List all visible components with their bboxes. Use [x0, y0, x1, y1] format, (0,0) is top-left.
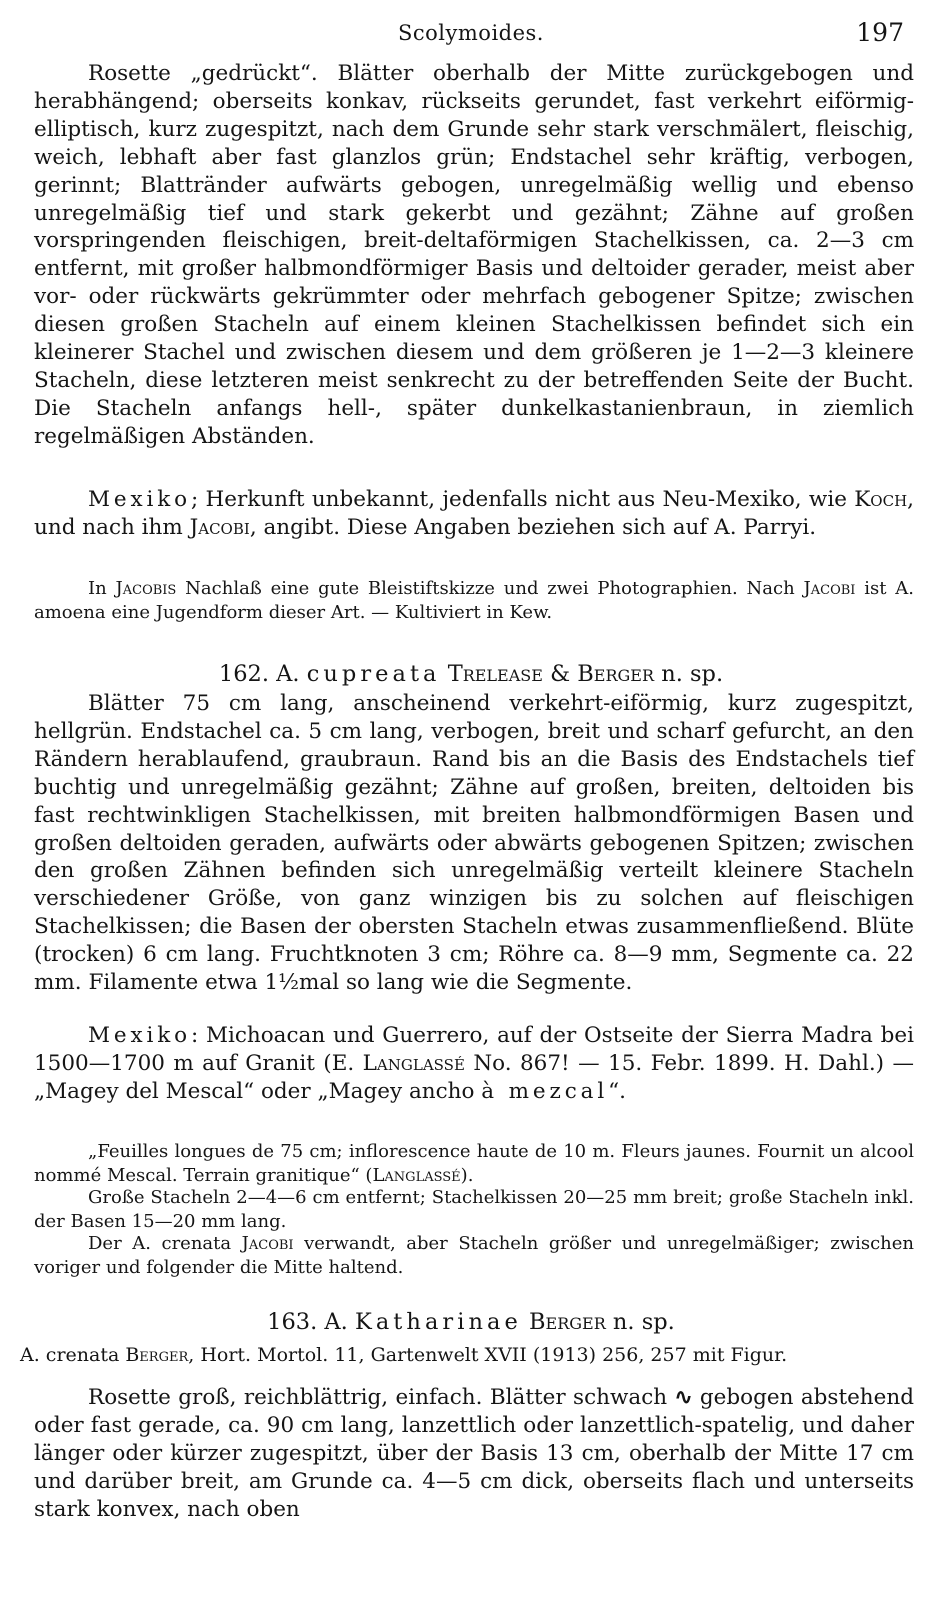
species-number: 163. A. — [267, 1309, 348, 1335]
note-paragraph — [34, 577, 914, 624]
author-jacobi: Jacobi — [189, 514, 250, 540]
note-text: Der A. crenata — [88, 1233, 242, 1254]
description-text: gebogen abstehend oder fast gerade, ca. 90 cm lang, lanzettlich oder lanzettlich-spatelig, und daher länger oder kürzer zugespitzt, über der Basis 13 cm, oberhalb der Mitte 17 cm und darüber breit, am Grunde ca. 4—5 cm dick, oberseits flach und unterseits stark konvex, nach oben — [34, 1385, 914, 1522]
species-epithet: Katharinae — [354, 1309, 522, 1335]
note-text: „Feuilles longues de 75 cm; inflorescence haute de 10 m. Fleurs jaunes. Fournit un alcool nommé Mescal. Terrain granitique“ ( — [34, 1141, 914, 1186]
author-koch: Koch — [854, 487, 908, 512]
locality-paragraph — [34, 1022, 914, 1106]
locality-text: No. 867! — 15. Febr. 1899. H. Dahl.) — „Magey del Mescal“ oder „Magey ancho — [34, 1050, 914, 1104]
origin-text: , und nach ihm — [34, 487, 914, 540]
synonym-line — [20, 1342, 920, 1368]
vernacular-name: à mezcal — [481, 1078, 609, 1104]
locality-text: : Michoacan und Guerrero, auf der Ostseite der Sierra Madra bei 1500—1700 m auf Granit (E. — [34, 1023, 914, 1076]
collector-name: Langlassé — [362, 1050, 465, 1076]
description-text: Rosette groß, reichblättrig, einfach. Blätter schwach — [88, 1385, 675, 1410]
page-number: 197 — [856, 18, 904, 47]
description-paragraph — [34, 690, 914, 997]
author-jacobis: Jacobis — [115, 578, 177, 599]
synonym-text: , Hort. Mortol. 11, Gartenwelt XVII (1913) 256, 257 mit Figur. — [188, 1344, 788, 1366]
locality-label: Mexiko — [88, 487, 191, 512]
note-paragraph — [34, 1232, 914, 1279]
species-author: Berger — [528, 1309, 606, 1335]
collector-name: Langlassé — [372, 1164, 461, 1186]
author-jacobi: Jacobi — [241, 1233, 294, 1254]
note-paragraph — [34, 1140, 914, 1187]
locality-text: “. — [608, 1078, 626, 1104]
wavy-curve-symbol: ∿ — [674, 1385, 693, 1410]
locality-label: Mexiko — [88, 1023, 191, 1048]
note-text: Große Stacheln 2—4—6 cm entfernt; Stachelkissen 20—25 mm breit; große Stacheln inkl. der Basen 15—20 mm lang. — [34, 1187, 914, 1232]
ampersand: & — [550, 661, 571, 687]
note-paragraph — [34, 1186, 914, 1233]
origin-text: ; Herkunft unbekannt, jedenfalls nicht aus Neu-Mexiko, wie — [190, 487, 855, 512]
description-text: Rosette „gedrückt“. Blätter oberhalb der Mitte zurückgebogen und herabhängend; oberseits konkav, rückseits gerundet, fast verkehrt eiförmig-elliptisch, kurz zugespitzt, nach dem Grunde sehr stark verschmälert, fleischig, weich, lebhaft aber fast glanzlos grün; Endstachel sehr kräftig, verbogen, gerinnt; Blattränder aufwärts gebogen, unregelmäßig wellig und ebenso unregelmäßig tief und stark gekerbt und gezähnt; Zähne auf großen vorspringenden fleischigen, breit-deltaförmigen Stachelkissen, ca. 2—3 cm entfernt, mit großer halbmondförmiger Basis und deltoider gerader, meist aber vor- oder rückwärts gekrümmter oder mehrfach gebogener Spitze; zwischen diesen großen Stacheln auf einem kleinen Stachelkissen befindet sich ein kleinerer Stachel und zwischen diesem und dem größeren je 1—2—3 kleinere Stacheln, diese letzteren meist senkrecht zu der betreffenden Seite der Bucht. Die Stacheln anfangs hell-, später dunkelkastanienbraun, in ziemlich regelmäßigen Abständen. — [34, 61, 914, 449]
species-heading-162 — [0, 660, 942, 688]
new-species-mark: n. sp. — [661, 661, 724, 687]
origin-text: , angibt. Diese Angaben beziehen sich auf A. Parryi. — [249, 514, 817, 540]
species-number: 162. A. — [218, 661, 300, 687]
note-text: ). — [460, 1164, 474, 1186]
note-text: In — [88, 578, 116, 599]
synonym-author: Berger — [125, 1344, 189, 1366]
running-head — [0, 18, 942, 58]
note-text: verwandt, aber Stacheln größer und unregelmäßiger; zwischen voriger und folgender die Mitte haltend. — [34, 1233, 914, 1278]
species-epithet: cupreata — [306, 661, 441, 687]
species-heading-163 — [0, 1308, 942, 1336]
description-text: Blätter 75 cm lang, anscheinend verkehrt-eiförmig, kurz zugespitzt, hellgrün. Endstachel ca. 5 cm lang, verbogen, breit und scharf gefurcht, an den Rändern herablaufend, graubraun. Rand bis an die Basis des Endstachels tief buchtig und unregelmäßig gezähnt; Zähne auf großen, breiten, deltoiden bis fast rechtwinkligen Stachelkissen, mit breiten halbmondförmigen Basen und großen deltoiden geraden, aufwärts oder abwärts gebogenen Spitzen; zwischen den großen Zähnen befinden sich unregelmäßig verteilt kleinere Stacheln verschiedener Größe, von ganz winzigen bis zu solchen auf fleischigen Stachelkissen; die Basen der obersten Stacheln etwas zusammenfließend. Blüte (trocken) 6 cm lang. Fruchtknoten 3 cm; Röhre ca. 8—9 mm, Segmente ca. 22 mm. Filamente etwa 1½mal so lang wie die Segmente. — [34, 691, 914, 996]
description-paragraph — [34, 60, 914, 451]
author-jacobi: Jacobi — [803, 578, 856, 599]
running-title: Scolymoides. — [398, 21, 544, 45]
origin-paragraph — [34, 486, 914, 542]
species-author: Trelease — [447, 661, 543, 687]
species-author: Berger — [577, 661, 655, 687]
note-text: Nachlaß eine gute Bleistiftskizze und zwei Photographien. Nach — [176, 578, 804, 599]
synonym-text: A. crenata — [20, 1344, 126, 1366]
description-paragraph — [34, 1384, 914, 1524]
new-species-mark: n. sp. — [612, 1309, 675, 1335]
note-text: ist A. amoena eine Jugendform dieser Art. — Kultiviert in Kew. — [34, 578, 914, 623]
